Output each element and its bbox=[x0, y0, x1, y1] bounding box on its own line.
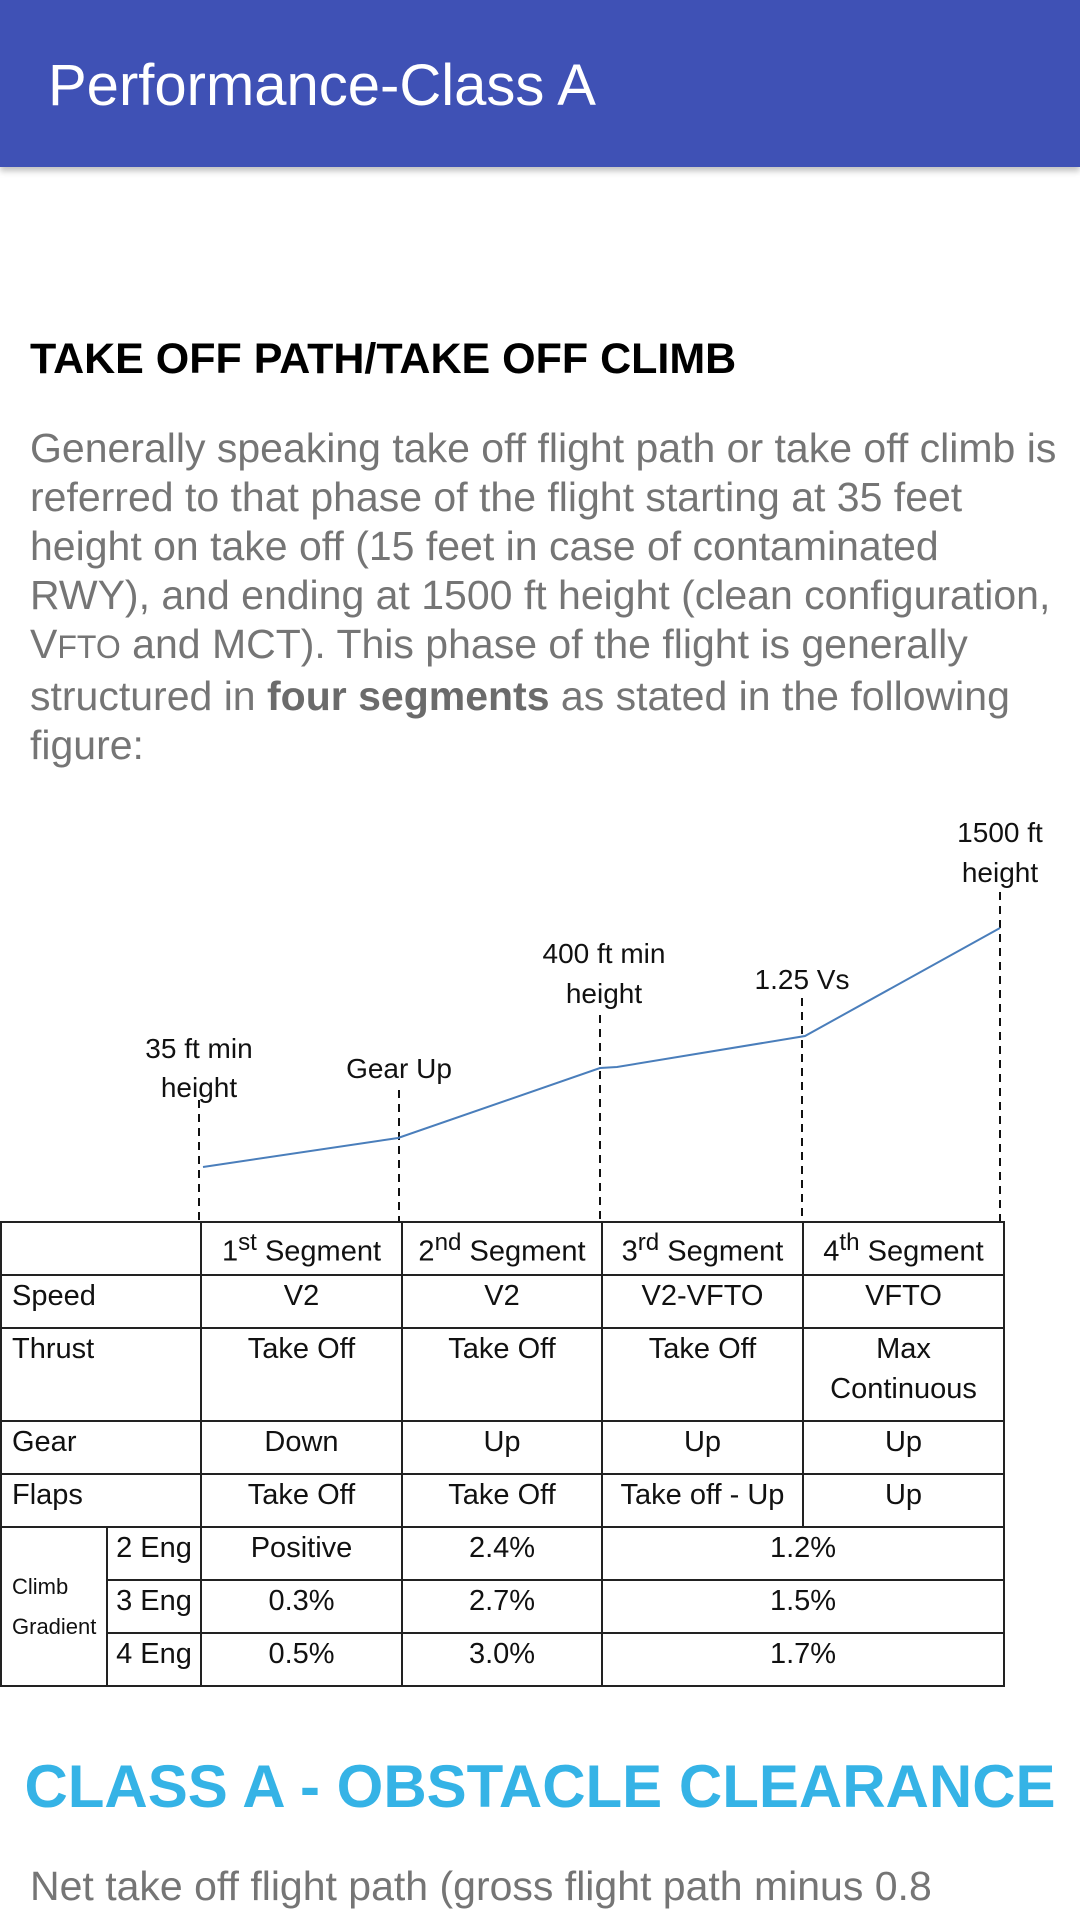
app-title: Performance-Class A bbox=[48, 53, 596, 118]
obstacle-clearance-text: Net take off flight path (gross flight path minus 0.8 bbox=[30, 1863, 932, 1909]
climb-3eng-seg34: 1.5% bbox=[602, 1580, 1004, 1633]
header-segment-4: 4th Segment bbox=[803, 1222, 1004, 1275]
climb-2eng-seg2: 2.4% bbox=[402, 1527, 602, 1580]
app-bar bbox=[0, 0, 1080, 167]
segments-table bbox=[0, 1221, 1005, 1687]
thrust-seg4 bbox=[803, 1328, 1004, 1421]
obstacle-clearance-heading: CLASS A - OBSTACLE CLEARANCE bbox=[24, 1753, 1056, 1820]
intro-text-3: as stated in the following figure: bbox=[30, 673, 1010, 768]
label-400ft-line1: 400 ft min bbox=[542, 938, 666, 969]
climb-4eng-seg2: 3.0% bbox=[402, 1633, 602, 1686]
label-400ft-line2: height bbox=[565, 978, 643, 1009]
row-label-flaps: Flaps bbox=[1, 1474, 201, 1527]
label-1500ft-line1: 1500 ft bbox=[957, 817, 1043, 848]
eng-label: 4 Eng bbox=[107, 1633, 201, 1686]
speed-seg4: VFTO bbox=[803, 1275, 1004, 1328]
header-empty-cell bbox=[1, 1222, 201, 1275]
gear-seg4: Up bbox=[803, 1421, 1004, 1474]
header-segment-1: 1st Segment bbox=[201, 1222, 402, 1275]
thrust-seg1: Take Off bbox=[201, 1328, 402, 1421]
thrust-seg2: Take Off bbox=[402, 1328, 602, 1421]
table-row-climb-3eng bbox=[1, 1580, 1004, 1633]
climb-3eng-seg1: 0.3% bbox=[201, 1580, 402, 1633]
climb-label-line1: Climb bbox=[12, 1573, 69, 1599]
flaps-seg4: Up bbox=[803, 1474, 1004, 1527]
intro-paragraph bbox=[30, 424, 1060, 770]
label-35ft-line1: 35 ft min bbox=[145, 1033, 253, 1064]
table-row-flaps bbox=[1, 1474, 1004, 1527]
climb-label-line2: Gradient bbox=[12, 1613, 97, 1639]
thrust-seg3: Take Off bbox=[602, 1328, 803, 1421]
climb-2eng-seg1: Positive bbox=[201, 1527, 402, 1580]
row-label-gear: Gear bbox=[1, 1421, 201, 1474]
flaps-seg2: Take Off bbox=[402, 1474, 602, 1527]
row-label-thrust: Thrust bbox=[1, 1328, 201, 1421]
flaps-seg1: Take Off bbox=[201, 1474, 402, 1527]
table-row-climb-4eng bbox=[1, 1633, 1004, 1686]
climb-2eng-seg34: 1.2% bbox=[602, 1527, 1004, 1580]
gear-seg3: Up bbox=[602, 1421, 803, 1474]
table-row-climb-2eng bbox=[1, 1527, 1004, 1580]
eng-label: 2 Eng bbox=[107, 1527, 201, 1580]
climb-4eng-seg34: 1.7% bbox=[602, 1633, 1004, 1686]
section-heading: TAKE OFF PATH/TAKE OFF CLIMB bbox=[30, 335, 737, 383]
table-row-gear bbox=[1, 1421, 1004, 1474]
intro-text-2: and MCT). This phase of the flight is generally structured in bbox=[30, 621, 968, 719]
header-segment-3: 3rd Segment bbox=[602, 1222, 803, 1275]
table-row-thrust bbox=[1, 1328, 1004, 1421]
label-125vs: 1.25 Vs bbox=[754, 964, 850, 995]
table-row-speed bbox=[1, 1275, 1004, 1328]
intro-text-1: Generally speaking take off flight path or take off climb is referred to that phase of the flight starting at 35 feet height on take off (15 feet in case of contaminated RWY), and ending at 1500 ft height (clean configuration, V bbox=[30, 425, 1057, 667]
speed-seg1: V2 bbox=[201, 1275, 402, 1328]
vfto-subscript: FTO bbox=[57, 629, 121, 665]
label-gear-up: Gear Up bbox=[346, 1053, 452, 1084]
intro-bold-text: four segments bbox=[267, 673, 550, 719]
table-header-row bbox=[1, 1222, 1004, 1275]
eng-label: 3 Eng bbox=[107, 1580, 201, 1633]
row-label-speed: Speed bbox=[1, 1275, 201, 1328]
climb-3eng-seg2: 2.7% bbox=[402, 1580, 602, 1633]
gear-seg1: Down bbox=[201, 1421, 402, 1474]
label-35ft-line2: height bbox=[160, 1072, 238, 1103]
thrust-seg4-line2: Continuous bbox=[830, 1373, 977, 1405]
climb-4eng-seg1: 0.5% bbox=[201, 1633, 402, 1686]
flaps-seg3: Take off - Up bbox=[602, 1474, 803, 1527]
takeoff-path-figure bbox=[0, 800, 1080, 1225]
header-segment-2: 2nd Segment bbox=[402, 1222, 602, 1275]
row-label-climb-gradient bbox=[1, 1527, 107, 1686]
thrust-seg4-line1: Max bbox=[876, 1333, 931, 1365]
speed-seg2: V2 bbox=[402, 1275, 602, 1328]
label-1500ft-line2: height bbox=[961, 857, 1039, 888]
speed-seg3: V2-VFTO bbox=[602, 1275, 803, 1328]
gear-seg2: Up bbox=[402, 1421, 602, 1474]
